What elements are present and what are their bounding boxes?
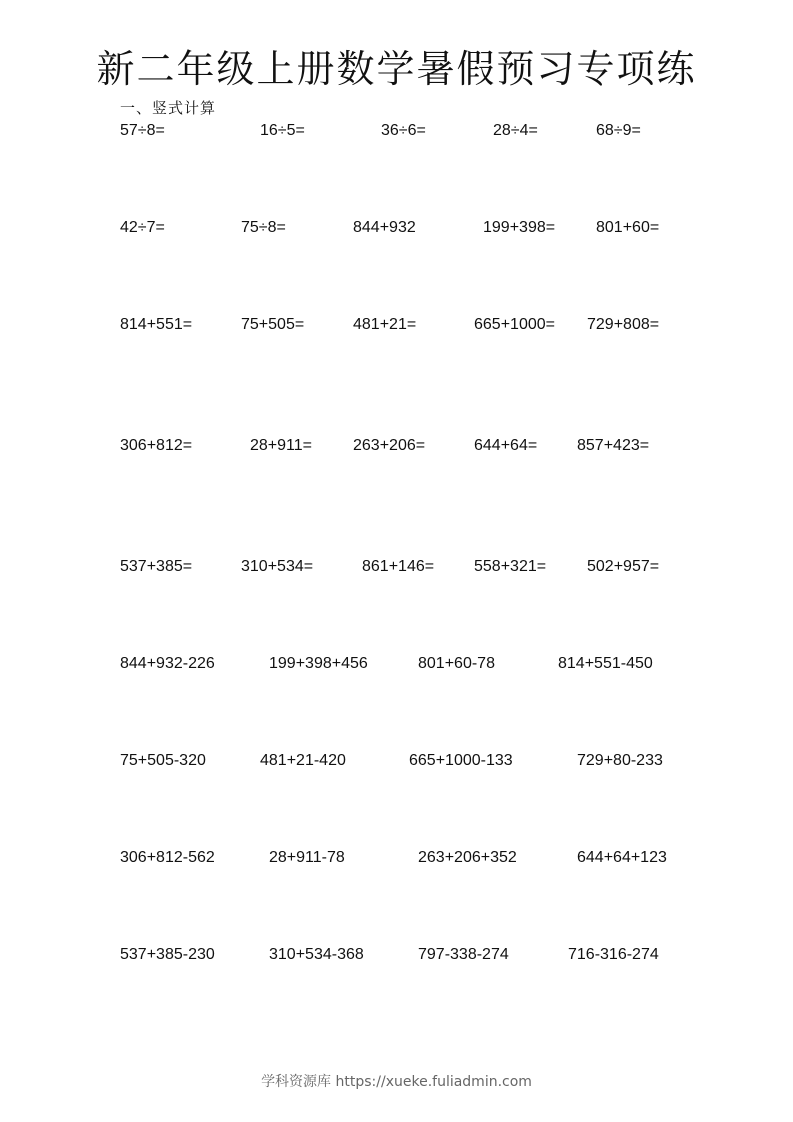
problem-r9-c3: 797-338-274 [418,946,509,963]
problem-r6-c2: 199+398+456 [269,655,368,672]
problem-r3-c3: 481+21= [353,316,417,333]
problem-r7-c3: 665+1000-133 [409,752,513,769]
problem-r9-c1: 537+385-230 [120,946,215,963]
problem-r8-c2: 28+911-78 [269,849,345,866]
problem-r5-c1: 537+385= [120,558,193,575]
problem-r8-c3: 263+206+352 [418,849,517,866]
problem-r3-c4: 665+1000= [474,316,555,333]
problem-r4-c2: 28+911= [250,437,312,454]
page-title: 新二年级上册数学暑假预习专项练 [96,47,697,91]
problem-r5-c2: 310+534= [241,558,314,575]
problem-r1-c4: 28÷4= [493,122,538,139]
problem-r4-c5: 857+423= [577,437,650,454]
problem-r2-c4: 199+398= [483,219,556,236]
problem-r7-c1: 75+505-320 [120,752,206,769]
problem-r6-c1: 844+932-226 [120,655,215,672]
problem-r5-c3: 861+146= [362,558,435,575]
problem-r3-c1: 814+551= [120,316,193,333]
problem-r6-c3: 801+60-78 [418,655,495,672]
problem-r6-c4: 814+551-450 [558,655,653,672]
problem-r4-c4: 644+64= [474,437,538,454]
problem-r2-c5: 801+60= [596,219,660,236]
section-heading: 一、竖式计算 [120,99,217,117]
problem-r1-c2: 16÷5= [260,122,305,139]
problem-r8-c1: 306+812-562 [120,849,215,866]
problem-r9-c2: 310+534-368 [269,946,364,963]
problem-r9-c4: 716-316-274 [568,946,659,963]
problem-r2-c2: 75÷8= [241,219,286,236]
problem-r5-c4: 558+321= [474,558,547,575]
problem-r1-c3: 36÷6= [381,122,426,139]
problem-r5-c5: 502+957= [587,558,660,575]
problem-r4-c3: 263+206= [353,437,426,454]
footer-source: 学科资源库 https://xueke.fuliadmin.com [261,1074,532,1090]
problem-r7-c2: 481+21-420 [260,752,346,769]
problem-r1-c5: 68÷9= [596,122,641,139]
problem-r4-c1: 306+812= [120,437,193,454]
problem-r3-c5: 729+808= [587,316,660,333]
problem-r1-c1: 57÷8= [120,122,165,139]
problem-r3-c2: 75+505= [241,316,305,333]
problem-r2-c3: 844+932 [353,219,416,236]
problem-r8-c4: 644+64+123 [577,849,667,866]
problem-r2-c1: 42÷7= [120,219,165,236]
problem-r7-c4: 729+80-233 [577,752,663,769]
